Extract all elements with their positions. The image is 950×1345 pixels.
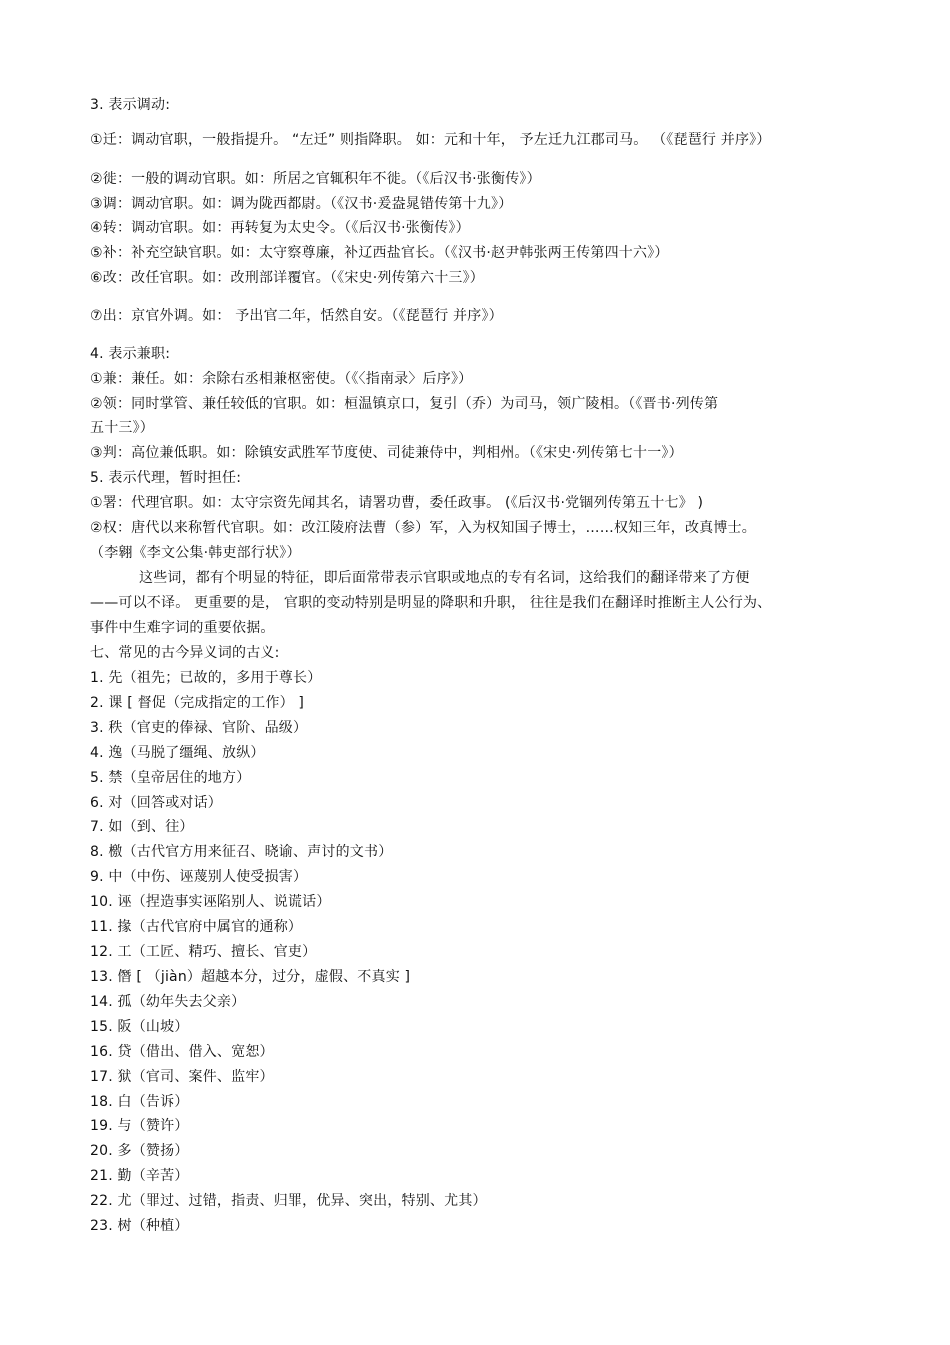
text-line: ⑤补：补充空缺官职。如：太守察尊廉，补辽西盐官长。（《汉书·赵尹韩张两王传第四十六》） bbox=[90, 245, 669, 261]
list-item: 20. 多（赞扬） bbox=[90, 1143, 189, 1159]
list-item: 11. 掾（古代官府中属官的通称） bbox=[90, 919, 303, 935]
list-item: 3. 秩（官吏的俸禄、官阶、品级） bbox=[90, 720, 308, 736]
list-item: 15. 阪（山坡） bbox=[90, 1019, 189, 1035]
section-heading-transfer: 3. 表示调动: bbox=[90, 97, 171, 113]
section-heading-concurrent: 4. 表示兼职: bbox=[90, 346, 171, 362]
list-item: 17. 狱（官司、案件、监牢） bbox=[90, 1069, 274, 1085]
list-item: 9. 中（中伤、诬蔑别人使受损害） bbox=[90, 869, 308, 885]
list-item: 5. 禁（皇帝居住的地方） bbox=[90, 770, 251, 786]
list-item: 14. 孤（幼年失去父亲） bbox=[90, 994, 246, 1010]
text-line: ⑥改：改任官职。如：改刑部详覆官。（《宋史·列传第六十三》） bbox=[90, 270, 484, 286]
list-item: 6. 对（回答或对话） bbox=[90, 795, 223, 811]
text-line: ⑦出：京官外调。如： 予出官二年，恬然自安。（《琵琶行 并序》） bbox=[90, 308, 503, 324]
text-line: 五十三》） bbox=[90, 420, 154, 436]
text-line: ②权：唐代以来称暂代官职。如：改江陵府法曹（参）军，入为权知国子博士，……权知三年，改真博士。 bbox=[90, 520, 756, 536]
section-heading-acting: 5. 表示代理，暂时担任: bbox=[90, 470, 242, 486]
text-line: ②领：同时掌管、兼任较低的官职。如：桓温镇京口，复引（乔）为司马，领广陵相。（《晋书·列传第 bbox=[90, 396, 719, 412]
text-line: ②徙：一般的调动官职。如：所居之官辄积年不徙。（《后汉书·张衡传》） bbox=[90, 171, 541, 187]
list-item: 23. 树（种植） bbox=[90, 1218, 189, 1234]
paragraph-line: 事件中生难字词的重要依据。 bbox=[90, 620, 275, 636]
list-item: 18. 白（告诉） bbox=[90, 1094, 189, 1110]
list-item: 22. 尤（罪过、过错，指责、归罪，优异、突出，特别、尤其） bbox=[90, 1193, 487, 1209]
section-heading-ancient-words: 七、常见的古今异义词的古义: bbox=[90, 645, 280, 661]
list-item: 12. 工（工匠、精巧、擅长、官吏） bbox=[90, 944, 317, 960]
text-line: ①兼：兼任。如：余除右丞相兼枢密使。（《〈指南录〉后序》） bbox=[90, 371, 473, 387]
paragraph-line: 这些词，都有个明显的特征，即后面常带表示官职或地点的专有名词，这给我们的翻译带来了方便 bbox=[139, 570, 750, 586]
paragraph-line: ——可以不译。 更重要的是， 官职的变动特别是明显的降职和升职， 往往是我们在翻译时推断主人公行为、 bbox=[90, 595, 772, 611]
text-line: ①署：代理官职。如：太守宗资先闻其名，请署功曹，委任政事。 (《后汉书·党锢列传第五十七》 ) bbox=[90, 495, 704, 511]
text-line: ④转：调动官职。如：再转复为太史令。（《后汉书·张衡传》） bbox=[90, 220, 470, 236]
list-item: 21. 勤（辛苦） bbox=[90, 1168, 189, 1184]
list-item: 7. 如（到、往） bbox=[90, 819, 194, 835]
list-item: 2. 课 [ 督促（完成指定的工作） ] bbox=[90, 695, 305, 711]
list-item: 19. 与（赞许） bbox=[90, 1118, 189, 1134]
list-item: 10. 诬（捏造事实诬陷别人、说谎话） bbox=[90, 894, 331, 910]
text-line: （李翱《李文公集·韩吏部行状》） bbox=[90, 545, 301, 561]
list-item: 1. 先（祖先；已故的，多用于尊长） bbox=[90, 670, 322, 686]
list-item: 4. 逸（马脱了缰绳、放纵） bbox=[90, 745, 265, 761]
list-item: 16. 贷（借出、借入、宽恕） bbox=[90, 1044, 274, 1060]
text-line: ③判：高位兼低职。如：除镇安武胜军节度使、司徒兼侍中，判相州。（《宋史·列传第七十一》） bbox=[90, 445, 683, 461]
list-item: 13. 僭 [ （jiàn）超越本分，过分，虚假、不真实 ] bbox=[90, 969, 411, 985]
list-item: 8. 檄（古代官方用来征召、晓谕、声讨的文书） bbox=[90, 844, 393, 860]
text-line: ③调：调动官职。如：调为陇西都尉。（《汉书·爰盎晁错传第十九》） bbox=[90, 196, 513, 212]
text-line: ①迁：调动官职，一般指提升。 “左迁” 则指降职。 如：元和十年， 予左迁九江郡司马。 （《琵琶行 并序》） bbox=[90, 132, 771, 148]
